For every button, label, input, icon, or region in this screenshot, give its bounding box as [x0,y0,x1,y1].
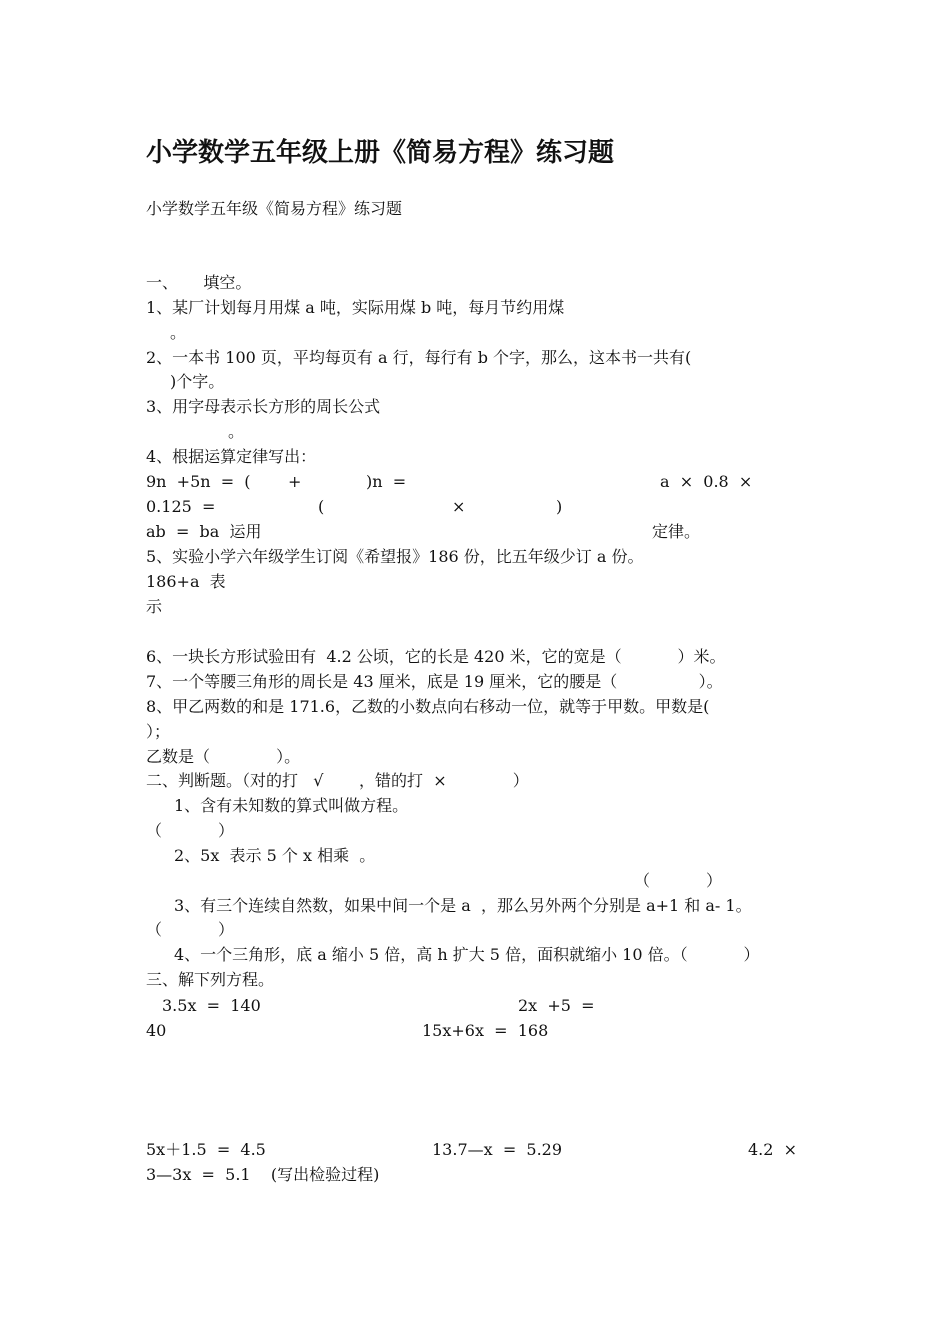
question-3: 3、用字母表示长方形的周长公式 [146,397,381,416]
equation-1: 3.5x = 140 [162,996,261,1015]
question-4-line-b-part1: 0.125 = [146,497,216,516]
question-2-cont: )个字。 [170,372,225,391]
judgement-2-answer: （ ） [634,871,722,890]
question-5: 5、实验小学六年级学生订阅《希望报》186 份，比五年级少订 a 份。 [146,547,644,566]
question-4-line-a-part3: )n = [366,472,407,491]
question-5-cont-1: 186+a 表 [146,572,226,591]
question-4-line-c-part2: 定律。 [652,522,701,541]
question-8-cont-2: 乙数是（ ）。 [146,747,301,766]
equation-2-cont: 40 [146,1021,167,1040]
judgement-2: 2、5x 表示 5 个 x 相乘 。 [174,846,376,865]
equation-3: 15x+6x = 168 [422,1021,549,1040]
section-heading-equations: 三、解下列方程。 [146,970,275,989]
question-3-cont: 。 [228,422,245,441]
equation-6-cont: 3—3x = 5.1 (写出检验过程) [146,1165,380,1184]
question-4-line-a-part4: a × 0.8 × [660,472,753,491]
question-4: 4、根据运算定律写出： [146,447,317,466]
question-4-line-a-part1: 9n +5n = ( [146,472,251,491]
question-8-cont-1: ）； [146,722,171,741]
judgement-1-answer: （ ） [146,821,234,840]
equation-2: 2x +5 = [518,996,595,1015]
question-4-line-a-part2: + [288,472,302,491]
question-4-line-b-part2: ( [318,497,325,516]
question-6: 6、一块长方形试验田有 4.2 公顷，它的长是 420 米，它的宽是（ ）米。 [146,647,726,666]
question-4-line-b-part4: ) [556,497,563,516]
section-heading-true-false: 二、判断题。（对的打 √ ，错的打 × ） [146,771,529,790]
judgement-4: 4、一个三角形，底 a 缩小 5 倍，高 h 扩大 5 倍，面积就缩小 10 倍。（ ） [174,945,760,964]
document-subtitle: 小学数学五年级《简易方程》练习题 [146,199,403,218]
question-8: 8、甲乙两数的和是 171.6，乙数的小数点向右移动一位，就等于甲数。甲数是( [146,697,710,716]
question-4-line-b-part3: × [452,497,466,516]
question-4-line-c-part1: ab = ba 运用 [146,522,262,541]
equation-5: 13.7—x = 5.29 [432,1140,563,1159]
equation-6: 4.2 × [748,1140,798,1159]
question-1-cont: 。 [170,323,187,342]
judgement-1: 1、含有未知数的算式叫做方程。 [174,796,409,815]
question-1: 1、某厂计划每月用煤 a 吨，实际用煤 b 吨，每月节约用煤 [146,298,565,317]
judgement-3: 3、有三个连续自然数，如果中间一个是 a ，那么另外两个分别是 a+1 和 a- 1。 [174,896,752,915]
judgement-3-answer: （ ） [146,920,234,939]
section-heading-fill-blank: 一、 填空。 [146,273,252,292]
equation-4: 5x＋1.5 = 4.5 [146,1140,266,1159]
document-title: 小学数学五年级上册《简易方程》练习题 [146,138,615,168]
question-5-cont-2: 示 [146,597,163,616]
question-2: 2、一本书 100 页，平均每页有 a 行，每行有 b 个字，那么，这本书一共有( [146,348,692,367]
question-7: 7、一个等腰三角形的周长是 43 厘米，底是 19 厘米，它的腰是（ ）。 [146,672,723,691]
